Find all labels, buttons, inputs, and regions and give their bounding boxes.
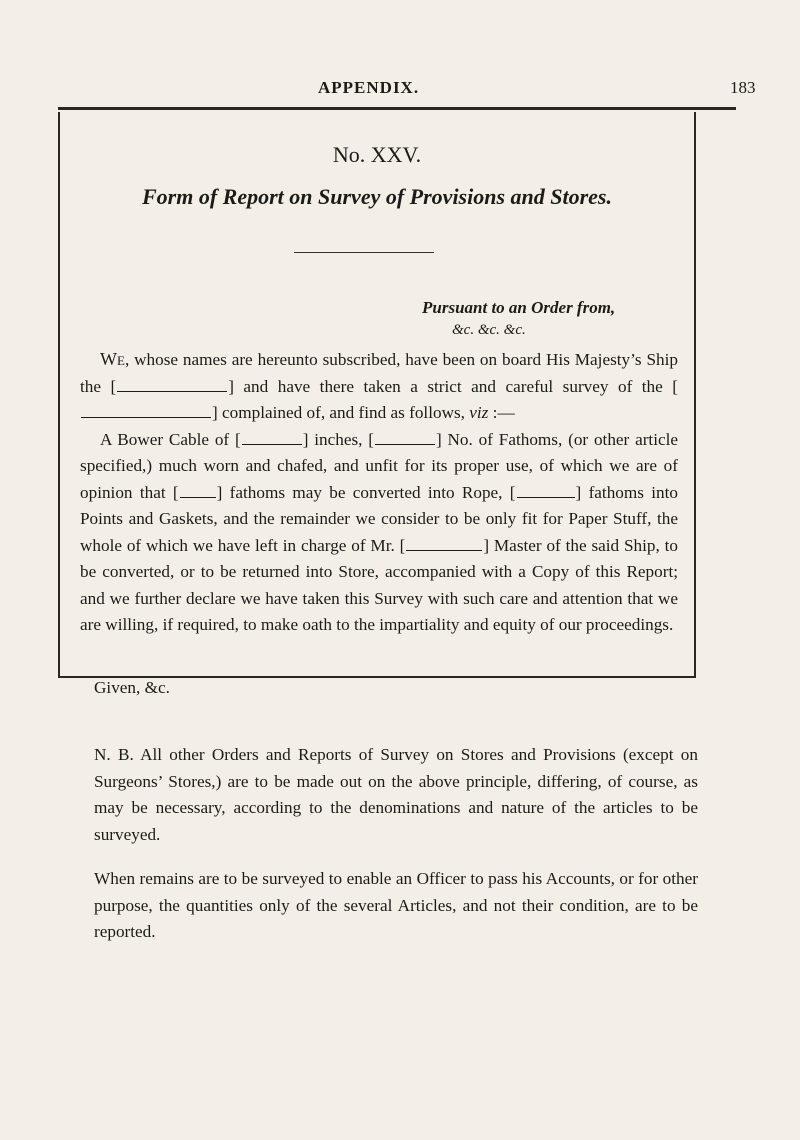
text-segment: ] fathoms into Points and Gaskets, and the remainder we consider to be only fit for Paper Stuff, the whole of which we have left in charge of Mr. [ [80,482,678,555]
blank-inches [242,433,302,444]
page-number: 183 [730,78,756,97]
report-body [80,346,678,639]
text-segment: ] complained of, and find as follows, [212,403,470,422]
viz-italic: viz [469,403,489,422]
blank-master-name [406,539,482,550]
text-segment: ] Master of the said Ship, to be converted, or to be returned into Store, accompanied with a Copy of this Report; and we further declare we have taken this Survey with such care and attention that we are willing, if required, to make oath to the impartiality and equity of our proceedings. [80,535,679,634]
given-line: Given, &c. [94,678,170,697]
paragraph-2 [80,427,678,639]
text-segment: ] and have there taken a strict and careful survey of the [ [228,376,678,396]
pursuant-line: Pursuant to an Order from, [422,298,616,317]
text-segment: , whose names are hereunto subscribed, have been on board His Majesty’s Ship the [ [80,350,678,396]
text-segment: A Bower Cable of [ [100,429,241,449]
text-segment: ] fathoms may be converted into Rope, [ [216,482,516,502]
text-segment: ] inches, [ [302,429,374,449]
blank-points-fathoms [517,486,575,497]
remains-paragraph: When remains are to be surveyed to enable an Officer to pass his Accounts, or for other purpose, the quantities only of the several Articles, and not their condition, are to be reported. [94,869,698,941]
blank-ship-name [117,380,227,391]
paragraph-1 [80,346,678,427]
document-number: No. XXV. [332,142,422,167]
text-segment: ] No. of Fathoms, (or other article specified,) much worn and chafed, and unfit for its proper use, of which we are of opinion that [ [80,429,679,502]
we-smallcaps: We [100,349,125,369]
etc-line: &c. &c. &c. [452,322,526,338]
form-title: Form of Report on Survey of Provisions and Stores. [142,184,612,209]
nb-paragraph: N. B. All other Orders and Reports of Survey on Stores and Provisions (except on Surgeons’ Stores,) are to be made out on the above principle, differing, of course, as may be necessary, according to the denominations and nature of the articles to be surveyed. [94,745,698,844]
text-segment: :— [488,403,515,422]
form-box [58,112,698,941]
blank-rope-fathoms [180,486,216,497]
page-header [0,78,800,108]
blank-fathoms [375,433,435,444]
running-title: APPENDIX. [318,78,420,97]
blank-article [81,407,211,418]
divider-line [294,252,434,253]
top-rule [58,107,736,110]
notes [94,742,698,964]
